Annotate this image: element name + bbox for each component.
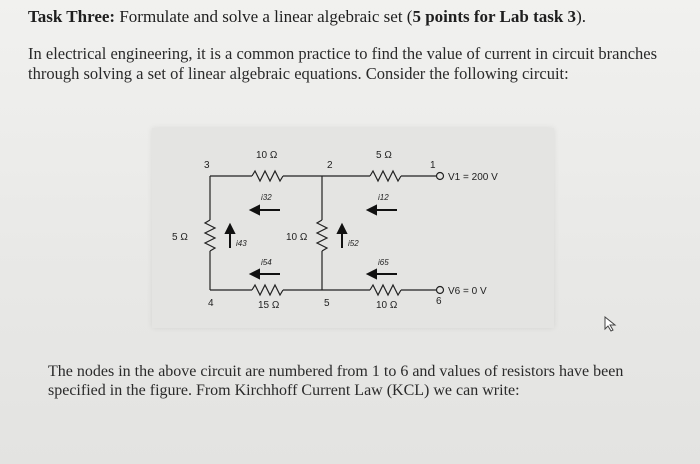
- resistor-r21: [370, 171, 401, 181]
- node-6-label: 6: [436, 296, 442, 307]
- resistor-r34: [205, 220, 215, 251]
- resistor-r54: [252, 285, 283, 295]
- node-2-label: 2: [327, 160, 333, 171]
- intro-paragraph: In electrical engineering, it is a common practice to find the value of current in circuit branches through solving a set of linear algebraic equations. Consider the following circuit:: [28, 44, 658, 83]
- current-i54-label: i54: [261, 258, 272, 267]
- current-i32-label: i32: [261, 193, 272, 202]
- terminal-node-6: [437, 287, 444, 294]
- source-v6-label: V6 = 0 V: [448, 286, 487, 297]
- resistor-r32-value: 10 Ω: [256, 150, 278, 161]
- arrow-i32-head: [251, 206, 259, 214]
- task-description: Formulate and solve a linear algebraic set (: [115, 7, 413, 26]
- resistor-r34-value: 5 Ω: [172, 232, 188, 243]
- task-heading: [28, 6, 688, 28]
- arrow-i65-head: [368, 270, 376, 278]
- kcl-paragraph: The nodes in the above circuit are numbered from 1 to 6 and values of resistors have been specified in the figure. From Kirchhoff Current Law (KCL) we can write:: [48, 363, 624, 399]
- node-1-label: 1: [430, 160, 436, 171]
- circuit-figure: [152, 128, 554, 328]
- circuit-diagram: [152, 128, 554, 328]
- source-v1-label: V1 = 200 V: [448, 172, 498, 183]
- resistor-r65-value: 10 Ω: [376, 300, 398, 311]
- terminal-node-1: [437, 173, 444, 180]
- resistor-r25-value: 10 Ω: [286, 232, 308, 243]
- current-i65-label: i65: [378, 258, 389, 267]
- resistor-r25: [317, 220, 327, 251]
- current-i12-label: i12: [378, 193, 389, 202]
- node-4-label: 4: [208, 298, 214, 309]
- resistor-r32: [252, 171, 283, 181]
- node-5-label: 5: [324, 298, 330, 309]
- arrow-i52-head: [338, 225, 346, 233]
- task-heading-end: ).: [576, 7, 586, 26]
- resistor-r54-value: 15 Ω: [258, 300, 280, 311]
- current-i43-label: i43: [236, 239, 247, 248]
- resistor-r65: [370, 285, 401, 295]
- arrow-i12-head: [368, 206, 376, 214]
- resistor-r21-value: 5 Ω: [376, 150, 392, 161]
- mouse-pointer-icon: [604, 316, 618, 332]
- current-i52-label: i52: [348, 239, 359, 248]
- arrow-i54-head: [251, 270, 259, 278]
- node-3-label: 3: [204, 160, 210, 171]
- task-points: 5 points for Lab task 3: [412, 7, 577, 26]
- task-label: Task Three:: [28, 7, 116, 26]
- arrow-i43-head: [226, 225, 234, 233]
